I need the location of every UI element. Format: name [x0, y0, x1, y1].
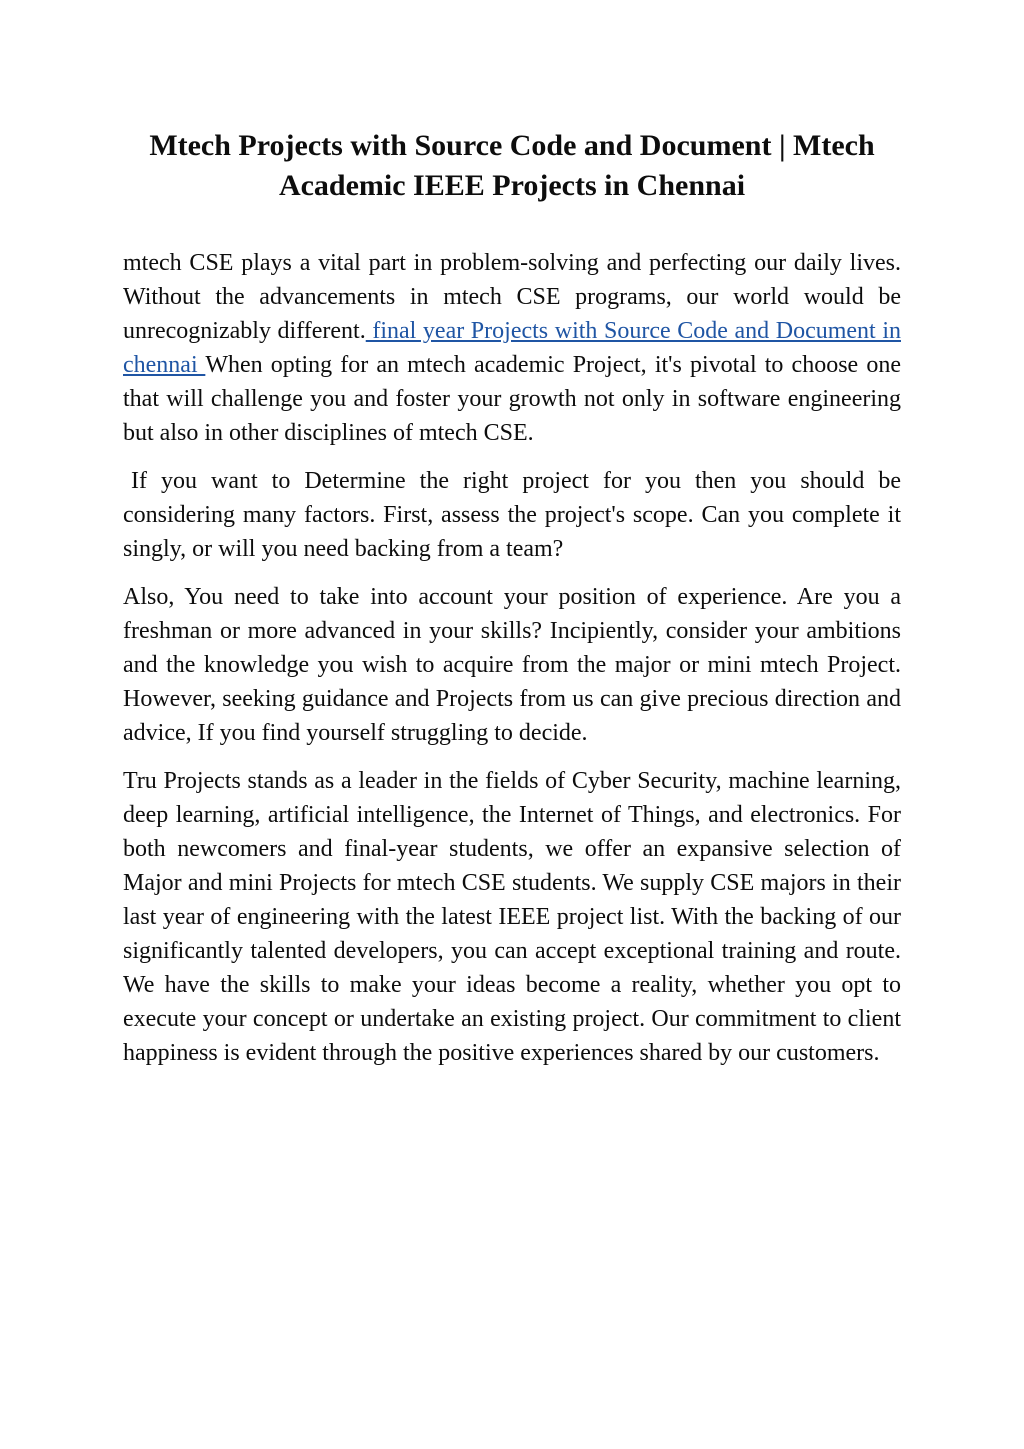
paragraph	[123, 246, 901, 450]
paragraph-text: When opting for an mtech academic Project, it's pivotal to choose one that will challenge you and foster your growth not only in software engineering but also in other disciplines of mtech CSE.	[123, 352, 901, 446]
paragraph-text: Tru Projects stands as a leader in the fields of Cyber Security, machine learning, deep learning, artificial intelligence, the Internet of Things, and electronics. For both newcomers and final-year students, we offer an expansive selection of Major and mini Projects for mtech CSE students. We supply CSE majors in their last year of engineering with the latest IEEE project list. With the backing of our significantly talented developers, you can accept exceptional training and route. We have the skills to make your ideas become a reality, whether you opt to execute your concept or undertake an existing project. Our commitment to client happiness is evident through the positive experiences shared by our customers.	[123, 768, 901, 1066]
paragraph-text: Also, You need to take into account your position of experience. Are you a freshman or more advanced in your skills? Incipiently, consider your ambitions and the knowledge you wish to acquire from the major or mini mtech Project. However, seeking guidance and Projects from us can give precious direction and advice, If you find yourself struggling to decide.	[123, 584, 901, 746]
paragraph	[123, 764, 901, 1070]
paragraph-text: mtech CSE plays a vital part in problem-solving and perfecting our daily lives. Without the advancements in mtech CSE programs, our world would be unrecognizably different.	[123, 250, 901, 344]
paragraph	[123, 464, 901, 566]
page-title: Mtech Projects with Source Code and Document | Mtech Academic IEEE Projects in Chennai	[149, 129, 875, 202]
document-body	[123, 246, 901, 1070]
paragraph	[123, 580, 901, 750]
paragraph-text: If you want to Determine the right project for you then you should be considering many factors. First, assess the project's scope. Can you complete it singly, or will you need backing from a team?	[123, 468, 901, 562]
final-year-projects-link[interactable]: final year Projects with Source Code and Document in chennai	[123, 318, 901, 378]
